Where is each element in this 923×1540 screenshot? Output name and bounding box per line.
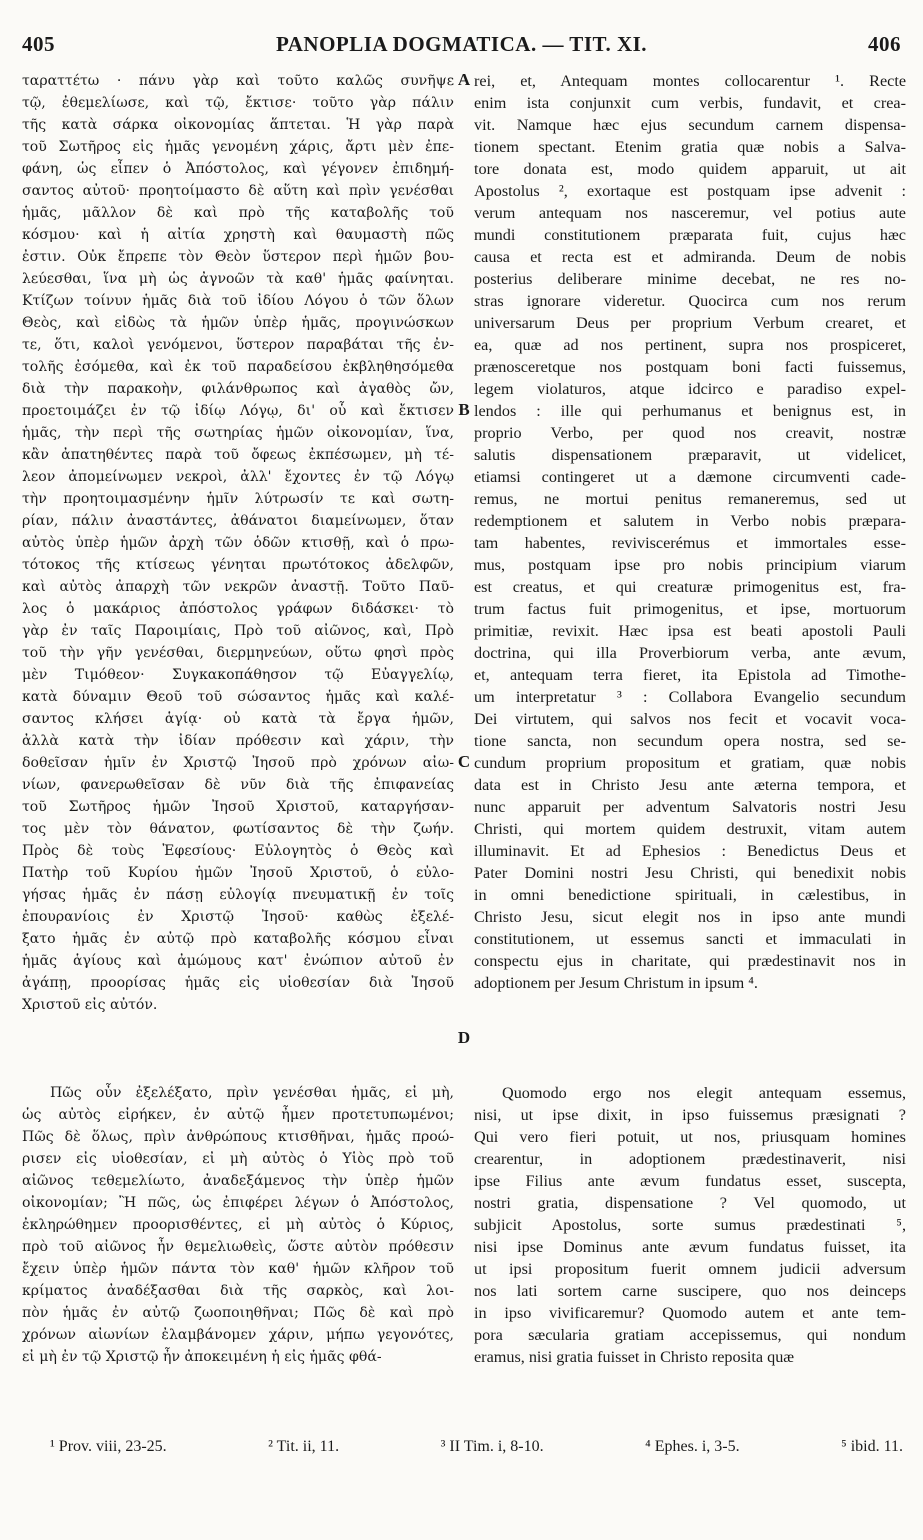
greek-text-line: Πατὴρ τοῦ Κυρίου ἡμῶν Ἰησοῦ Χριστοῦ, ὁ εὐλο- — [22, 865, 454, 881]
greek-text-line: γὰρ ἐν ταῖς Παροιμίαις, Πρὸ τοῦ αἰῶνος, καὶ, Πρὸ — [22, 623, 454, 639]
greek-text-line: φάνη, ὡς εἶπεν ὁ Ἀπόστολος, καὶ γέγονεν ἐπιδημή- — [22, 161, 454, 177]
greek-text-line: κατὰ δύναμιν Θεοῦ τοῦ σώσαντος ἡμᾶς καὶ καλέ- — [22, 689, 454, 705]
latin-text-line: enim ista conjunxit cum verbis, fundavit, et crea- — [474, 94, 906, 112]
greek-text-line: σαντος κλήσει ἁγίᾳ· οὐ κατὰ τὰ ἔργα ἡμῶν, — [22, 711, 454, 727]
latin-text-line: lendos : ille qui perhumanus et benignus est, in — [474, 402, 906, 420]
greek-text-line: τότοκος τῆς κτίσεως γένηται πρωτότοκος ἀδελφῶν, — [22, 557, 454, 573]
latin-text-line: est creatus, et qui creaturæ primogenitus est, fra- — [474, 578, 906, 596]
greek-text-line: ταραττέτω · πάνυ γὰρ καὶ τοῦτο καλῶς συνῆψε — [22, 73, 454, 89]
latin-text-line: stras ignorare videretur. Quocirca cum nos rerum — [474, 292, 906, 310]
greek-text-line: ξατο ἡμᾶς ἐν αὐτῷ πρὸ καταβολῆς κόσμου εἶναι — [22, 931, 454, 947]
footnote: ⁴ Ephes. i, 3-5. — [645, 1438, 740, 1455]
greek-text-line: αὐτὸς ὑπὲρ ἡμῶν ἀρχὴ τῶν ὁδῶν κτισθῇ, καὶ ὁ πρω- — [22, 535, 454, 551]
greek-text-line: γήσας ἡμᾶς ἐν πάσῃ εὐλογίᾳ πνευματικῇ ἐν τοῖς — [22, 887, 454, 903]
running-head — [22, 32, 901, 62]
latin-text-line: conspectu ejus in charitate, qui prædestinavit nos in — [474, 952, 906, 970]
greek-text-line: ὡς αὐτὸς εἰρήκεν, ἐν αὐτῷ ἦμεν προτετυπωμένοι; — [22, 1107, 454, 1123]
greek-text-line: ἐκληρώθημεν προορισθέντες, εἰ μὴ αὐτὸς ὁ Κύριος, — [22, 1217, 454, 1233]
latin-text-line: tam habentes, reviviscerémus et immortales esse- — [474, 534, 906, 552]
latin-text-line: salutis dispensationem præparavit, ut videlicet, — [474, 446, 906, 464]
latin-text-line: nostri gratia, dispensatione ? Vel quomodo, ut — [474, 1194, 906, 1212]
latin-text-line: redemptionem et salutem in Verbo nobis præpara- — [474, 512, 906, 530]
greek-text-line: τε, ὅτι, καλοὶ γενόμενοι, ὕστερον παραβάται τῆς ἐν- — [22, 337, 454, 353]
greek-text-line: λεον ἀπομείνωμεν νεκροὶ, ἀλλ' ἔχοντες ἐν τῷ Λόγῳ — [22, 469, 454, 485]
greek-text-line: ἡμᾶς ἁγίους καὶ ἀμώμους κατ' ἐνώπιον αὐτοῦ ἐν — [22, 953, 454, 969]
greek-text-line: Θεὸς, καὶ εἰδὼς τὰ ἡμῶν ὑπὲρ ἡμᾶς, προγινώσκων — [22, 315, 454, 331]
greek-text-line: δοθεῖσαν ἡμῖν ἐν Χριστῷ Ἰησοῦ πρὸ χρόνων αἰω- — [22, 755, 454, 771]
latin-text-line: Apostolus ², exortaque est postquam ipse advenit : — [474, 182, 906, 200]
latin-text-line: primitiæ, revixit. Hæc ipsa est beati apostoli Pauli — [474, 622, 906, 640]
greek-text-line: Χριστοῦ εἰς αὐτόν. — [22, 997, 158, 1013]
greek-text-line: καὶ αὐτὸς ἀπαρχὴ τῶν νεκρῶν ἀναστῇ. Τοῦτο Παῦ- — [22, 579, 454, 595]
greek-text-line: κόσμου· καὶ ἡ αἰτία χρηστὴ καὶ θαυμαστὴ πῶς — [22, 227, 454, 243]
latin-text-line: ipse Filius ante ævum fundatus esset, suscepta, — [474, 1172, 906, 1190]
latin-text-line: in ipso vivificaremur? Quomodo autem et ante tem- — [474, 1304, 906, 1322]
latin-text-line: mus, postquam ipse pro nobis principium viarum — [474, 556, 906, 574]
greek-text-line: ἀλλὰ κατὰ τὴν ἰδίαν πρόθεσιν καὶ χάριν, τὴν — [22, 733, 454, 749]
latin-text-line: Christi, qui mortem quidem destruxit, vitam autem — [474, 820, 906, 838]
latin-text-line: verum antequam nos nasceremur, vel potius aute — [474, 204, 906, 222]
page-number-right: 406 — [868, 32, 901, 56]
latin-text-line: remus, ne mortui penitus remaneremus, sed ut — [474, 490, 906, 508]
latin-text-line: rei, et, Antequam montes collocarentur ¹. Recte — [474, 72, 906, 90]
greek-column-paragraph-1 — [22, 70, 454, 1016]
latin-text-line: um interpretatur ³ : Collabora Evangelio secundum — [474, 688, 906, 706]
latin-text-line: causa et recta est et admiranda. Deum de nobis — [474, 248, 906, 266]
latin-text-line: in omni benedictione spirituali, in cælestibus, in — [474, 886, 906, 904]
latin-text-line: et, antequam terra fieret, ita Epistola ad Timothe- — [474, 666, 906, 684]
greek-text-line: ρισεν εἰς υἱοθεσίαν, εἰ μὴ αὐτὸς ὁ Υἱὸς πρὸ τοῦ — [22, 1151, 454, 1167]
greek-text-line: τὴν προητοιμασμένην ἡμῖν λύτρωσίν τε καὶ σωτη- — [22, 491, 454, 507]
greek-text-line: Πῶς οὖν ἐξελέξατο, πρὶν γενέσθαι ἡμᾶς, εἰ μὴ, — [50, 1085, 454, 1101]
latin-column-paragraph-2 — [474, 1082, 906, 1368]
greek-text-line: Πῶς δὲ ὅλως, πρὶν ἀνθρώπους κτισθῆναι, ἡμᾶς προώ- — [22, 1129, 454, 1145]
greek-text-line: οἰκονομίαν; Ἢ πῶς, ὡς ἐπιφέρει λέγων ὁ Ἀπόστολος, — [22, 1195, 454, 1211]
latin-text-line: pora sæcularia gratiam accepissemus, qui nondum — [474, 1326, 906, 1344]
section-marker-d: D — [457, 1028, 471, 1047]
latin-text-line: nisi, ut ipse dixit, in ipso fuissemus præsignati ? — [474, 1106, 906, 1124]
latin-text-line: proprio Verbo, per quod nos creavit, nostræ — [474, 424, 906, 442]
greek-text-line: χρόνων αἰωνίων ἐλαμβάνομεν χάριν, μήπω γεγονότες, — [22, 1327, 454, 1343]
latin-text-line: mundi constitutionem præparata fuit, cujus hæc — [474, 226, 906, 244]
greek-text-line: τος μὲν τὸν θάνατον, φωτίσαντος δὲ τὴν ζωήν. — [22, 821, 454, 837]
latin-text-line: doctrina, qui illa Proverbiorum verba, ante ævum, — [474, 644, 906, 662]
latin-text-line: tione sancta, non secundum opera nostra, sed se- — [474, 732, 906, 750]
greek-text-line: Κτίζων τοίνυν ἡμᾶς διὰ τοῦ ἰδίου Λόγου ὁ τῶν ὅλων — [22, 293, 454, 309]
footnote: ⁵ ibid. 11. — [841, 1438, 903, 1455]
footnotes — [50, 1438, 903, 1462]
latin-text-line: nos lati sortem carne suscipere, quo nos deinceps — [474, 1282, 906, 1300]
latin-text-line: posterius deliberare minime decebat, ne res no- — [474, 270, 906, 288]
latin-text-line: Quomodo ergo nos elegit antequam essemus, — [502, 1084, 906, 1102]
latin-text-line: etiamsi contingeret ut a dæmone circumventi cade- — [474, 468, 906, 486]
greek-text-line: τοῦ Σωτῆρος εἰς ἡμᾶς γενομένη χάρις, ἄρτι μὲν ἐπε- — [22, 139, 454, 155]
latin-column-paragraph-1 — [474, 70, 906, 994]
greek-text-line: νίων, φανερωθεῖσαν δὲ νῦν διὰ τῆς ἐπιφανείας — [22, 777, 454, 793]
section-marker-b: B — [458, 400, 470, 419]
latin-text-line: Pater Domini nostri Jesu Christi, qui benedixit nobis — [474, 864, 906, 882]
latin-text-line: nisi ipse Dominus ante ævum fundatus fuisset, ita — [474, 1238, 906, 1256]
greek-text-line: ρίαν, πάλιν ἀναστάντες, ἀθάνατοι διαμείνωμεν, ὅταν — [22, 513, 454, 529]
greek-text-line: διὰ τὴν παρακοὴν, φιλάνθρωπος καὶ ἀγαθὸς ὤν, — [22, 381, 454, 397]
latin-text-line: ea, quæ ad nos pertinent, supra nos prospiceret, — [474, 336, 906, 354]
greek-text-line: κρίματος ἀναδέξασθαι διὰ τῆς σαρκὸς, καὶ λοι- — [22, 1283, 454, 1299]
greek-column-paragraph-2 — [22, 1082, 454, 1368]
latin-text-line: constitutionem, ut essemus sancti et immaculati in — [474, 930, 906, 948]
greek-text-line: μὲν Τιμόθεον· Συγκακοπάθησον τῷ Εὐαγγελίῳ, — [22, 667, 454, 683]
latin-text-line: universarum Deus per proprium Verbum crearet, et — [474, 314, 906, 332]
greek-text-line: αἰῶνος τεθεμελίωτο, ἀναδεξάμενος τὴν ὑπὲρ ἡμῶν — [22, 1173, 454, 1189]
greek-text-line: πὸν ἡμᾶς ἐν αὐτῷ ζωοποιηθῆναι; Πῶς δὲ καὶ πρὸ — [22, 1305, 454, 1321]
greek-text-line: τοῦ τὴν γῆν γενέσθαι, διερμηνεύων, οὕτω φησὶ πρὸς — [22, 645, 454, 661]
greek-text-line: κἂν ἀπατηθέντες παρὰ τοῦ ὄφεως ἐκπέσωμεν, μὴ τέ- — [22, 447, 454, 463]
latin-text-line: Dei virtutem, qui salvos nos fecit et vocavit voca- — [474, 710, 906, 728]
greek-text-line: ἔχειν ὑπὲρ ἡμῶν πάντα τὸν καθ' ἡμῶν κλῆρον τοῦ — [22, 1261, 454, 1277]
greek-text-line: λεύεσθαι, ἵνα μὴ ὡς ἀγνοῶν τὰ καθ' ἡμᾶς φαίνηται. — [22, 271, 454, 287]
greek-text-line: τῷ, ἐθεμελίωσε, καὶ τῷ, ἔκτισε· τοῦτο γὰρ πάλιν — [22, 95, 454, 111]
footnote: ³ II Tim. i, 8-10. — [440, 1438, 544, 1455]
greek-text-line: προετοιμάζει ἐν τῷ ἰδίῳ Λόγῳ, δι' οὗ καὶ ἔκτισεν — [22, 403, 454, 419]
greek-text-line: ἀγάπῃ, προορίσας ἡμᾶς εἰς υἱοθεσίαν διὰ Ἰησοῦ — [22, 975, 454, 991]
greek-text-line: τῆς κατὰ σάρκα οἰκονομίας ἅπτεται. Ἡ γὰρ παρὰ — [22, 117, 454, 133]
latin-text-line: subjicit Apostolus, sorte sumus prædestinati ⁵, — [474, 1216, 906, 1234]
greek-text-line: Πρὸς δὲ τοὺς Ἐφεσίους· Εὐλογητὸς ὁ Θεὸς καὶ — [22, 843, 454, 859]
latin-text-line: Qui vero fieri potuit, ut nos, priusquam homines — [474, 1128, 906, 1146]
greek-text-line: ἐπουρανίοις ἐν Χριστῷ Ἰησοῦ· καθὼς ἐξελέ- — [22, 909, 454, 925]
page-number-left: 405 — [22, 32, 55, 56]
greek-text-line: τοῦ Σωτῆρος ἡμῶν Ἰησοῦ Χριστοῦ, καταργήσαν- — [22, 799, 454, 815]
footnote: ¹ Prov. viii, 23-25. — [50, 1438, 167, 1455]
greek-text-line: εἰ μὴ ἐν τῷ Χριστῷ ἦν ἀποκειμένη ἡ εἰς ἡμᾶς φθά- — [22, 1349, 382, 1365]
latin-text-line: legem violaturos, atque idcirco e paradiso expel- — [474, 380, 906, 398]
latin-text-line: crearentur, in adoptionem prædestinaverit, nisi — [474, 1150, 906, 1168]
footnote: ² Tit. ii, 11. — [268, 1438, 340, 1455]
greek-text-line: τολῆς ἐσόμεθα, καὶ ἐκ τοῦ παραδείσου ἐκβληθησόμεθα — [22, 359, 454, 375]
latin-text-line: cundum proprium propositum et gratiam, quæ nobis — [474, 754, 906, 772]
latin-text-line: adoptionem per Jesum Christum in ipsum ⁴. — [474, 974, 758, 992]
latin-text-line: tionem spectant. Etenim gratia quæ nobis a Salva- — [474, 138, 906, 156]
latin-text-line: eramus, nisi gratia fuisset in Christo reposita quæ — [474, 1348, 795, 1366]
latin-text-line: tore donata est, modo quidem apparuit, ut ait — [474, 160, 906, 178]
greek-text-line: πρὸ τοῦ αἰῶνος ἦν θεμελιωθεὶς, ὥστε αὐτὸν πρόθεσιν — [22, 1239, 454, 1255]
latin-text-line: Christo Jesu, sicut elegit nos in ipso ante mundi — [474, 908, 906, 926]
latin-text-line: trum factus fuit primogenitus, et ipse, mortuorum — [474, 600, 906, 618]
section-marker-c: C — [457, 752, 471, 771]
greek-text-line: λος ὁ μακάριος ἀπόστολος γράφων διδάσκει· τὸ — [22, 601, 454, 617]
greek-text-line: ἡμᾶς, τὴν περὶ τῆς σωτηρίας ἡμῶν οἰκονομίαν, ἵνα, — [22, 425, 454, 441]
latin-text-line: illuminavit. Et ad Ephesios : Benedictus Deus et — [474, 842, 906, 860]
latin-text-line: ut ipsi propositum fuerit omnem judicii adversum — [474, 1260, 906, 1278]
section-marker-a: A — [457, 70, 471, 89]
greek-text-line: σαντος αὐτοῦ· προητοίμαστο δὲ αὕτη καὶ πρὶν γενέσθαι — [22, 183, 454, 199]
latin-text-line: vit. Namque hæc ejus secundum carnem dispensa- — [474, 116, 906, 134]
greek-text-line: ἐστιν. Οὐκ ἔπρεπε τὸν Θεὸν ὕστερον περὶ ἡμῶν βου- — [22, 249, 454, 265]
page-title: PANOPLIA DOGMATICA. — TIT. XI. — [275, 32, 648, 56]
latin-text-line: prænosceretque nos postquam boni facti fuissemus, — [474, 358, 906, 376]
latin-text-line: data est in Christo Jesu ante æterna tempora, et — [474, 776, 906, 794]
latin-text-line: nunc apparuit per adventum Salvatoris nostri Jesu — [474, 798, 906, 816]
greek-text-line: ἡμᾶς, μᾶλλον δὲ καὶ πρὸ τῆς καταβολῆς τοῦ — [22, 205, 454, 221]
